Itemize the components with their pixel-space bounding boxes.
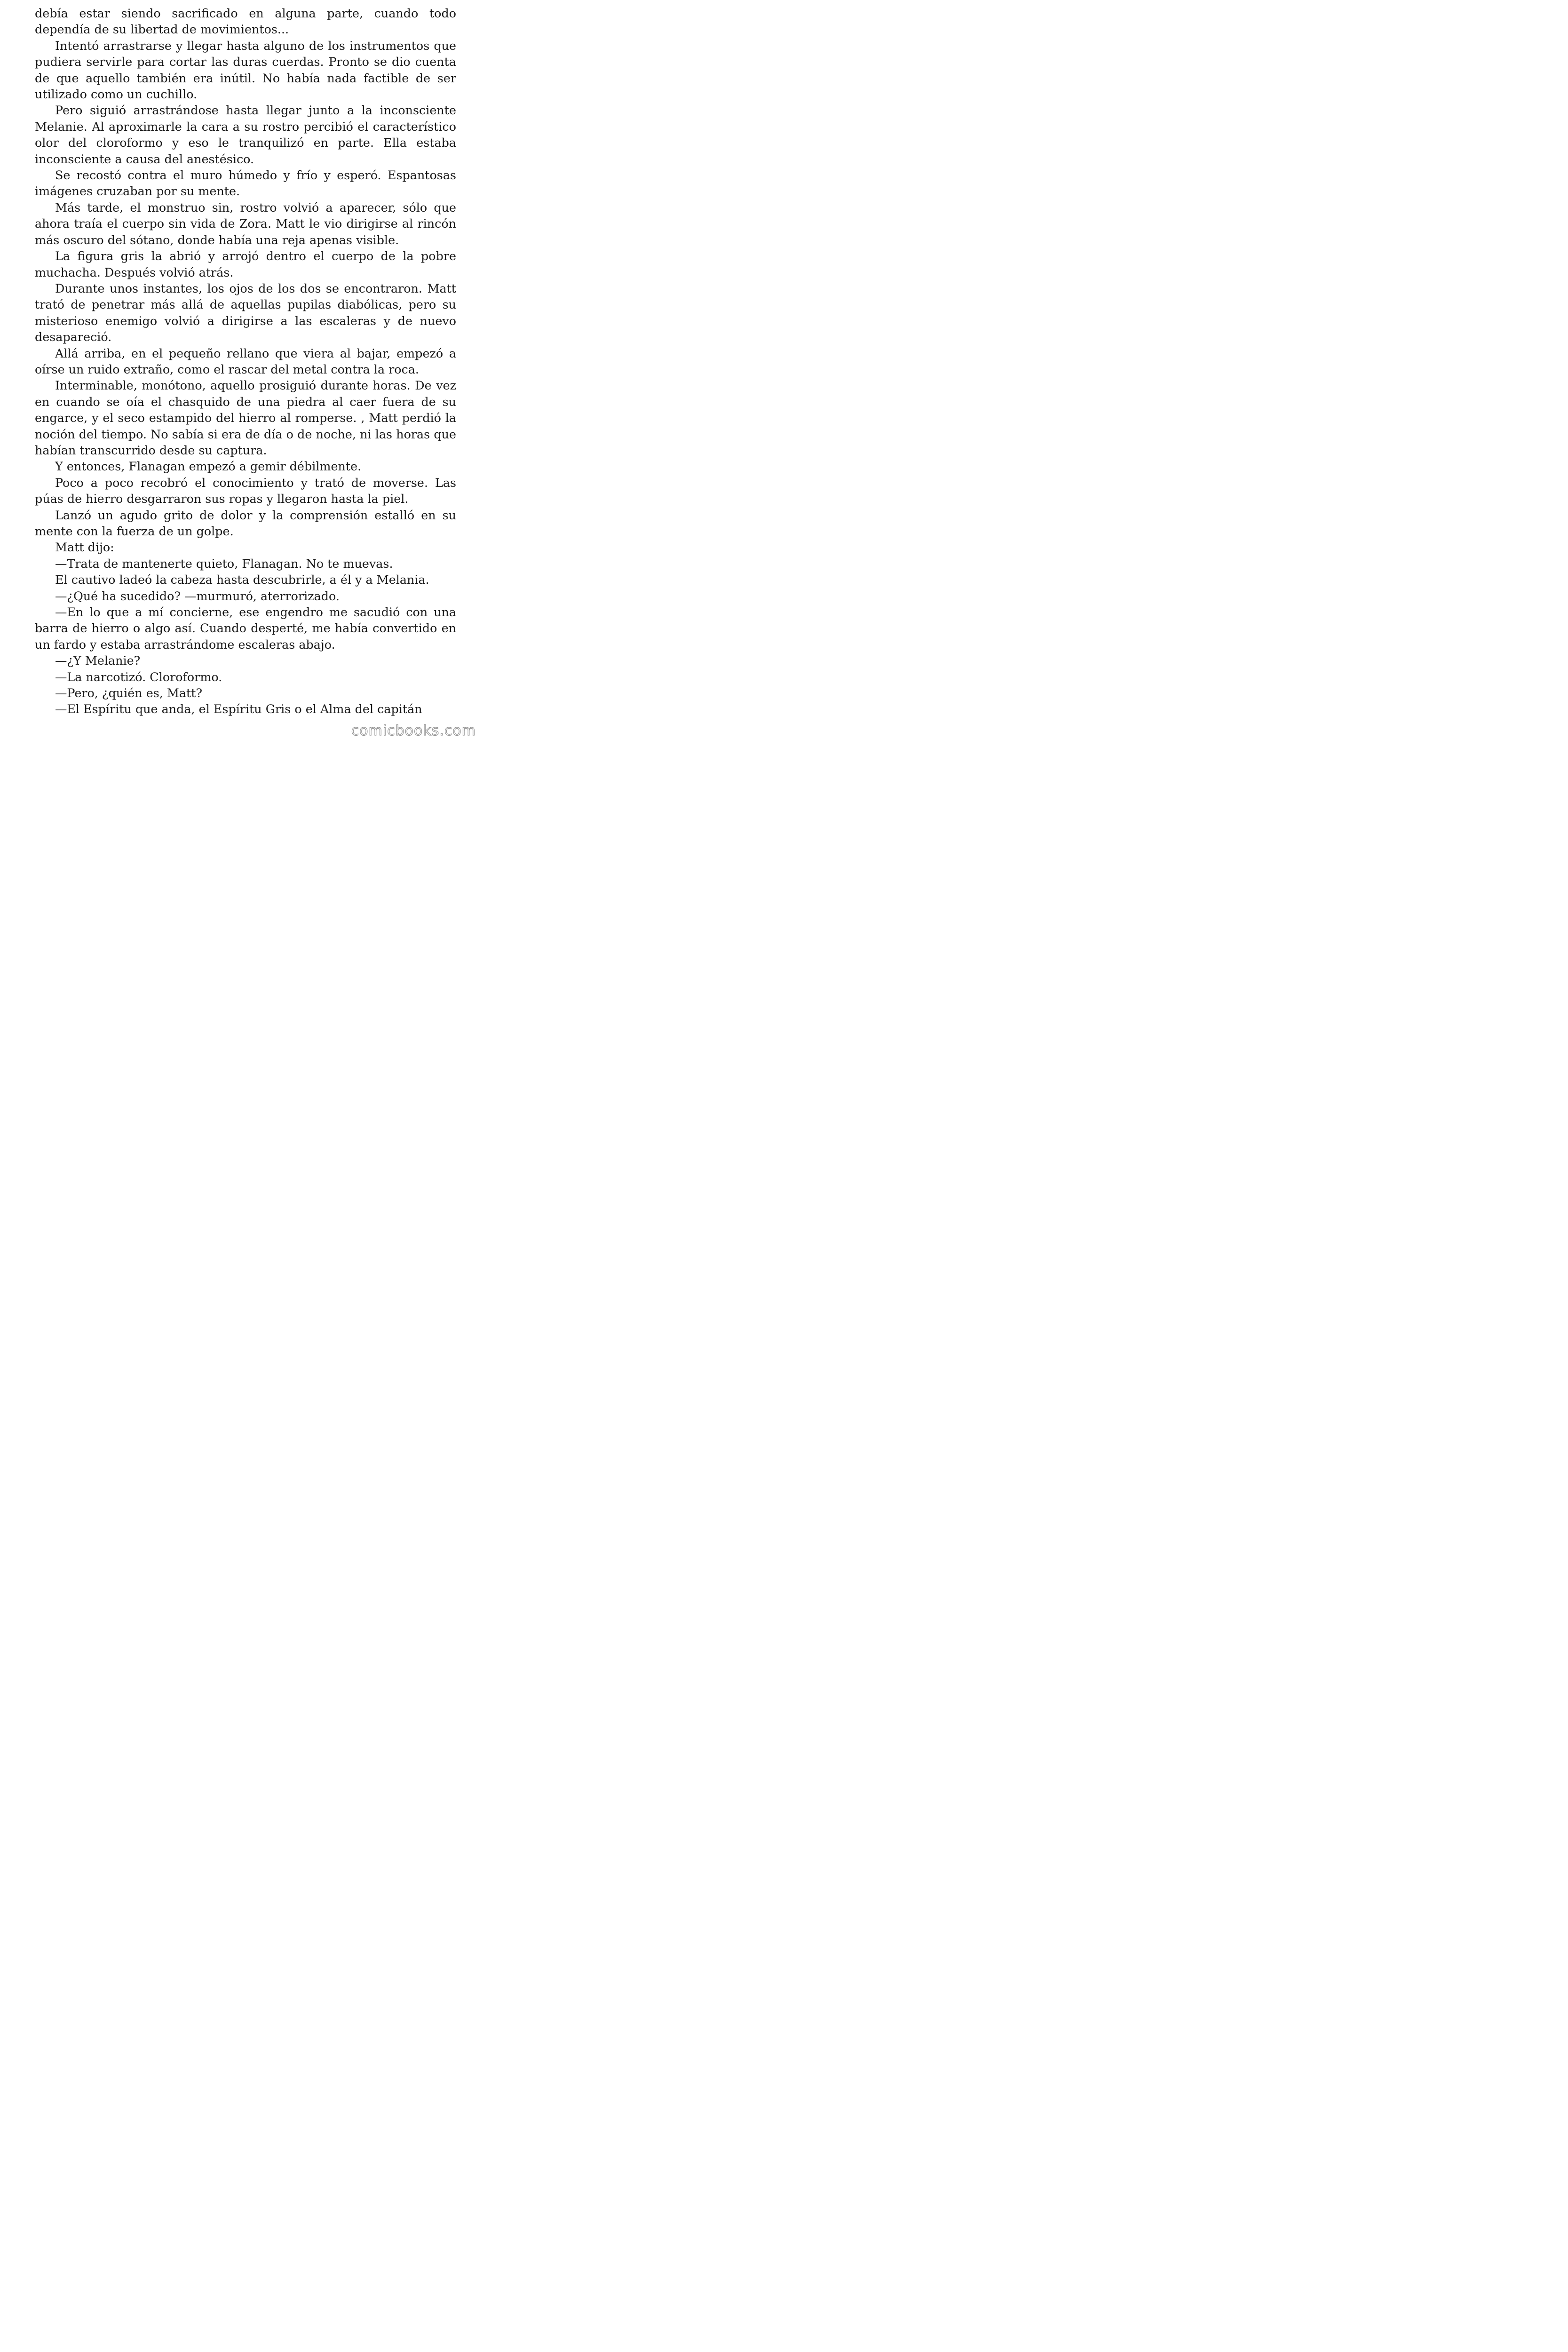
- paragraph: Se recostó contra el muro húmedo y frío y esperó. Espantosas imágenes cruzaban por su mente.: [35, 168, 456, 199]
- paragraph: —¿Y Melanie?: [55, 653, 141, 668]
- book-page-text: [35, 5, 456, 717]
- paragraph: Interminable, monótono, aquello prosiguió durante horas. De vez en cuando se oía el chasquido de una piedra al caer fuera de su engarce, y el seco estampido del hierro al romperse. , Matt perdió la noción del tiempo. No sabía si era de día o de noche, ni las horas que habían transcurrido desde su captura.: [35, 378, 456, 457]
- watermark-text: comicbooks.com: [351, 723, 476, 739]
- paragraph: —¿Qué ha sucedido? —murmuró, aterrorizado.: [55, 588, 340, 603]
- paragraph: Lanzó un agudo grito de dolor y la comprensión estalló en su mente con la fuerza de un golpe.: [35, 508, 456, 538]
- paragraph: Más tarde, el monstruo sin, rostro volvió a aparecer, sólo que ahora traía el cuerpo sin vida de Zora. Matt le vio dirigirse al rincón más oscuro del sótano, donde había una reja apenas visible.: [35, 200, 456, 247]
- paragraph: Y entonces, Flanagan empezó a gemir débilmente.: [55, 459, 362, 474]
- paragraph: —El Espíritu que anda, el Espíritu Gris o el Alma del capitán: [55, 702, 422, 716]
- paragraph: —Trata de mantenerte quieto, Flanagan. No te muevas.: [55, 556, 393, 571]
- paragraph: Durante unos instantes, los ojos de los dos se encontraron. Matt trató de penetrar más allá de aquellas pupilas diabólicas, pero su misterioso enemigo volvió a dirigirse a las escaleras y de nuevo desapareció.: [35, 281, 456, 344]
- paragraph: La figura gris la abrió y arrojó dentro el cuerpo de la pobre muchacha. Después volvió atrás.: [35, 249, 456, 279]
- paragraph: El cautivo ladeó la cabeza hasta descubrirle, a él y a Melania.: [55, 572, 429, 587]
- paragraph: Poco a poco recobró el conocimiento y trató de moverse. Las púas de hierro desgarraron sus ropas y llegaron hasta la piel.: [35, 475, 456, 506]
- paragraph: Pero siguió arrastrándose hasta llegar junto a la inconsciente Melanie. Al aproximarle la cara a su rostro percibió el característico olor del cloroformo y eso le tranquilizó en parte. Ella estaba inconsciente a causa del anestésico.: [35, 103, 456, 166]
- paragraph: Allá arriba, en el pequeño rellano que viera al bajar, empezó a oírse un ruido extraño, como el rascar del metal contra la roca.: [35, 346, 456, 376]
- paragraph: debía estar siendo sacrificado en alguna parte, cuando todo dependía de su libertad de movimientos...: [35, 6, 456, 37]
- paragraph: Intentó arrastrarse y llegar hasta alguno de los instrumentos que pudiera servirle para cortar las duras cuerdas. Pronto se dio cuenta de que aquello también era inútil. No había nada factible de ser utilizado como un cuchillo.: [35, 38, 456, 102]
- paragraph: —En lo que a mí concierne, ese engendro me sacudió con una barra de hierro o algo así. Cuando desperté, me había convertido en un fardo y estaba arrastrándome escaleras abajo.: [35, 605, 456, 652]
- paragraph: —La narcotizó. Cloroformo.: [55, 669, 222, 684]
- paragraph: —Pero, ¿quién es, Matt?: [55, 686, 203, 700]
- paragraph: Matt dijo:: [55, 540, 114, 555]
